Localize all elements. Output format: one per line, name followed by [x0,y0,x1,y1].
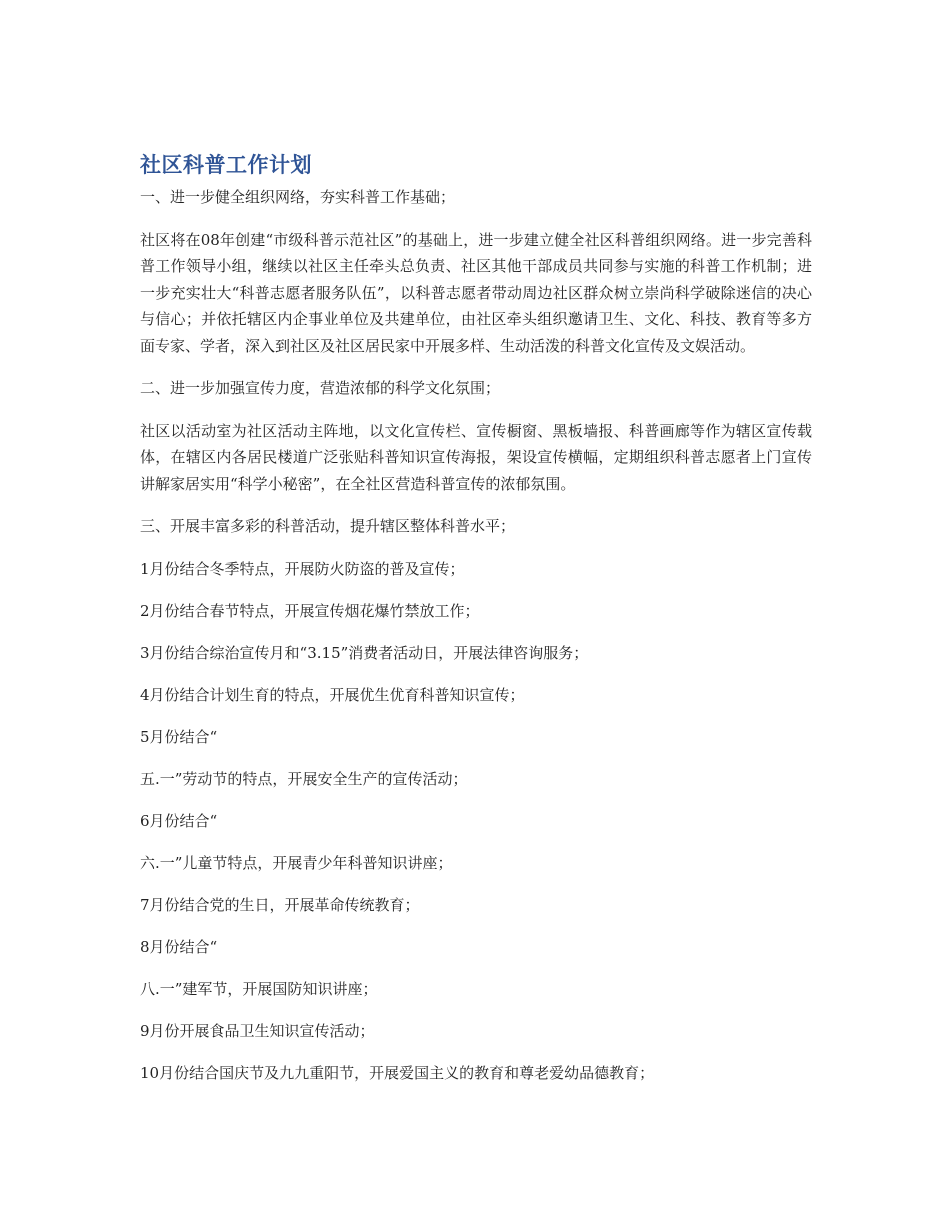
list-item: 7月份结合党的生日，开展革命传统教育； [140,895,420,914]
list-item: 9月份开展食品卫生知识宣传活动； [140,1021,375,1040]
section-2-heading: 二、进一步加强宣传力度，营造浓郁的科学文化氛围； [140,379,501,397]
list-item: 10月份结合国庆节及九九重阳节，开展爱国主义的教育和尊老爱幼品德教育； [140,1063,655,1082]
document-title: 社区科普工作计划 [140,153,312,177]
list-item: 6月份结合“ [140,811,218,830]
list-item: 八.一”建军节，开展国防知识讲座； [140,979,378,998]
document-page [140,148,812,1102]
list-item: 六.一”儿童节特点，开展青少年科普知识讲座； [140,853,453,872]
list-item: 3月份结合综治宣传月和“3.15”消费者活动日，开展法律咨询服务； [140,643,589,662]
list-item: 8月份结合“ [140,937,218,956]
list-item: 五.一”劳动节的特点，开展安全生产的宣传活动； [140,769,468,788]
section-1-body: 社区将在08年创建“市级科普示范社区”的基础上，进一步建立健全社区科普组织网络。进一步完善科普工作领导小组，继续以社区主任牵头总负责、社区其他干部成员共同参与实施的科普工作机制；进一步充实壮大“科普志愿者服务队伍”，以科普志愿者带动周边社区群众树立崇尚科学破除迷信的决心与信心；并依托辖区内企事业单位及共建单位，由社区牵头组织邀请卫生、文化、科技、教育等多方面专家、学者，深入到社区及社区居民家中开展多样、生动活泼的科普文化宣传及文娱活动。 [140,230,812,355]
activity-list [140,556,812,1087]
section-3-heading: 三、开展丰富多彩的科普活动，提升辖区整体科普水平； [140,517,516,535]
section-2-body: 社区以活动室为社区活动主阵地，以文化宣传栏、宣传橱窗、黑板墙报、科普画廊等作为辖区宣传载体，在辖区内各居民楼道广泛张贴科普知识宣传海报，架设宣传横幅，定期组织科普志愿者上门宣传讲解家居实用“科学小秘密”，在全社区营造科普宣传的浓郁氛围。 [140,421,812,493]
list-item: 5月份结合“ [140,727,218,746]
list-item: 4月份结合计划生育的特点，开展优生优育科普知识宣传； [140,685,525,704]
list-item: 2月份结合春节特点，开展宣传烟花爆竹禁放工作； [140,601,480,620]
list-item: 1月份结合冬季特点，开展防火防盗的普及宣传； [140,559,465,578]
section-1-heading: 一、进一步健全组织网络，夯实科普工作基础； [140,188,456,206]
